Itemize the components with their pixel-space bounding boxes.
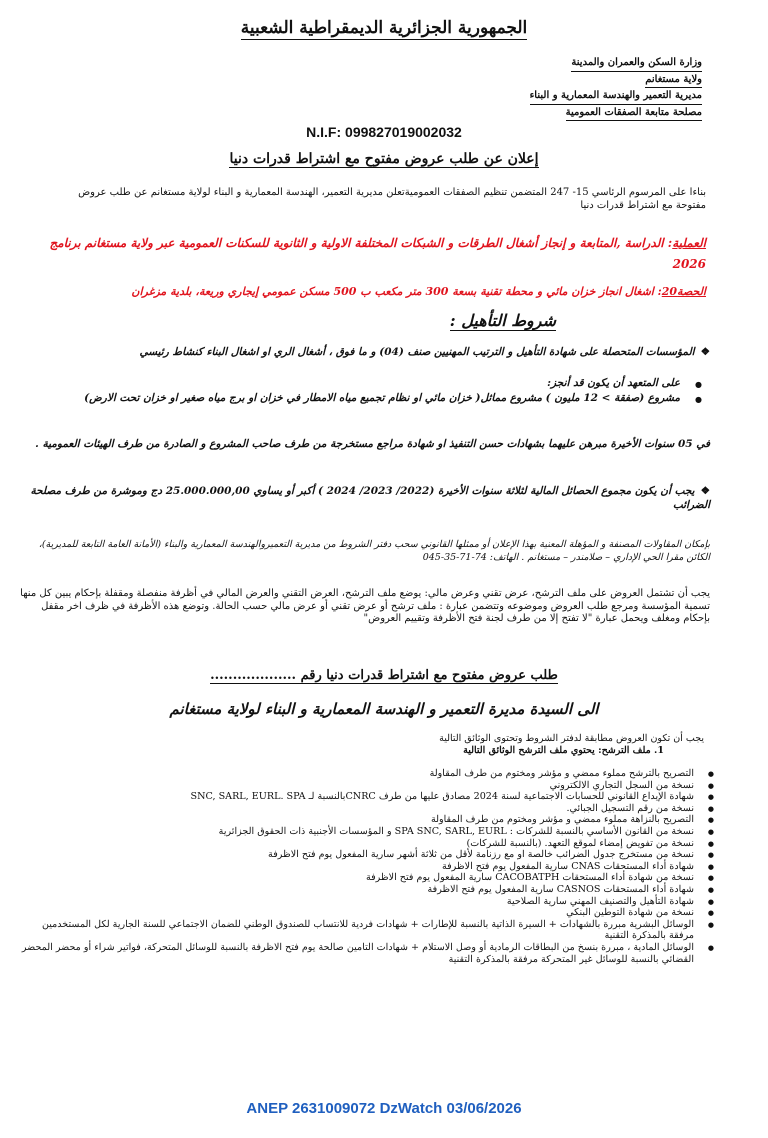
wilaya-line: ولاية مستغانم bbox=[645, 73, 702, 89]
operation-text: : الدراسة ,المتابعة و إنجاز أشغال الطرقات و الشبكات المختلفة الاولية و الثانوية للسكنات العمومية عبر ولاية مستغانم برنامج 2026 bbox=[49, 236, 706, 271]
list-item: ● شهادة أداء المستحقات CNAS سارية المفعول يوم فتح الاظرفة bbox=[15, 861, 720, 873]
list-item: ● نسخة من مستخرج جدول الضرائب خالصة او مع رزنامة لأقل من ثلاثة أشهر سارية المفعول يوم فتح الاظرفة bbox=[15, 849, 720, 861]
directorate-line: مديرية التعمير والهندسة المعمارية و البناء bbox=[530, 89, 702, 105]
announcement-title bbox=[0, 151, 768, 167]
sub-bullet-1: ● على المتعهد أن يكون قد أنجز: bbox=[62, 376, 702, 391]
list-item: ● التصريح بالترشح مملوء ممضي و مؤشر ومختوم من طرف المقاولة bbox=[15, 768, 720, 780]
envelope-title bbox=[0, 668, 768, 683]
ministry-line: وزارة السكن والعمران والمدينة bbox=[571, 56, 702, 72]
list-item: ● الوسائل البشرية مبررة بالشهادات + السيرة الذاتية بالنسبة للإطارات + شهادات فردية للانتساب للصندوق الوطني للضمان الاجتماعي للسنة الجارية لكل المستخدمين مرفقة بالمذكرة التقنية bbox=[15, 919, 720, 942]
diamond-bullet-icon: ❖ bbox=[700, 346, 710, 358]
condition-bullet-1 bbox=[30, 346, 710, 358]
experience-sub-bullets bbox=[62, 376, 702, 406]
diamond-bullet-icon: ❖ bbox=[700, 485, 710, 497]
condition-bullet-2 bbox=[30, 484, 710, 512]
envelope-title-text: طلب عروض مفتوح مع اشتراط قدرات دنيا رقم ................... bbox=[210, 668, 558, 683]
announcement-intro: بناءا على المرسوم الرئاسي 15- 247 المتضمن تنظيم الصفقات العموميةتعلن مديرية التعمير، الهندسة المعمارية و البناء لولاية مستغانم عن طلب عروض مفتوحة مع اشتراط قدرات دنيا bbox=[78, 187, 706, 211]
list-item: ● نسخة من شهادة التوطين البنكي bbox=[15, 907, 720, 919]
announcement-title-text: إعلان عن طلب عروض مفتوح مع اشتراط قدرات دنيا bbox=[229, 151, 539, 167]
service-line: مصلحة متابعة الصفقات العمومية bbox=[566, 106, 702, 122]
conditions-title bbox=[450, 311, 556, 330]
list-item: ● الوسائل المادية ، مبررة بنسخ من البطاقات الرمادية أو وصل الاستلام + شهادات التامين صالحة يوم فتح الاظرفة بالنسبة للوسائل المتحركة، فواتير شراء أو محضر المحضر القضائي بالنسبة للوسائل غير المتحركة مرفقة بالمذكرة التقنية bbox=[15, 942, 720, 965]
list-item: ● التصريح بالنزاهة مملوء ممضي و مؤشر ومختوم من طرف المقاولة bbox=[15, 814, 720, 826]
list-item: ● شهادة التأهيل والتصنيف المهني سارية الصلاحية bbox=[15, 896, 720, 908]
operation-label: العملية bbox=[672, 236, 706, 250]
withdrawal-paragraph: بإمكان المقاولات المصنفة و المؤهلة المعنية بهذا الإعلان أو ممثلها القانوني سحب دفتر الشروط من مديرية التعميروالهندسة المعمارية والبناء (الأمانة العامة التابعة للمديرية)، الكائن مقرا الحي الإداري – صلامندر – مستغانم . الهاتف: 74-71-35-045 bbox=[38, 539, 710, 563]
anep-footer: ANEP 2631009072 DzWatch 03/06/2026 bbox=[246, 1100, 522, 1117]
documents-intro-line-1: يجب أن تكون العروض مطابقة لدفتر الشروط وتحتوى الوثائق التالية bbox=[439, 733, 704, 744]
documents-intro bbox=[64, 733, 704, 757]
list-item: ● شهادة أداء المستحقات CASNOS سارية المفعول يوم فتح الاظرفة bbox=[15, 884, 720, 896]
documents-intro-line-2: 1. ملف الترشح: يحتوي ملف الترشح الوثائق التالية bbox=[463, 745, 664, 756]
condition-bullet-2-text: يجب أن يكون مجموع الحصائل المالية لثلاثة سنوات الأخيرة (2022/ 2023/ 2024 ) أكبر أو يساوي 25.000.000,00 دج وموشرة من طرف مصلحة الضرائب bbox=[30, 485, 710, 511]
nif-number: N.I.F: 099827019002032 bbox=[306, 124, 462, 140]
five-years-condition: في 05 سنوات الأخيرة مبرهن عليهما بشهادات حسن التنفيذ او شهادة مراجع مستخرجة من طرف صاحب المشروع و الصادرة من طرف الهيئات العمومية . bbox=[35, 438, 710, 450]
list-item: ● نسخة من رقم التسجيل الجبائي. bbox=[15, 803, 720, 815]
documents-list bbox=[15, 768, 720, 965]
republic-title bbox=[0, 18, 768, 38]
dossier-paragraph: يجب أن تشتمل العروض على ملف الترشح، عرض تقني وعرض مالي: يوضع ملف الترشح، العرض التقني والعرض المالي في أظرفة منفصلة ومقفلة بإحكام يبين كل منها تسمية المؤسسة ومرجع طلب العروض وموضوعه وتتضمن عبارة : ملف ترشح أو عرض تقني أو عرض مالي حسب الحالة. وتوضع هذه الأظرفة في ظرف اخر مقفل بإحكام ومغلف ويحمل عبارة "لا تفتح إلا من طرف لجنة فتح الأظرفة وتقييم العروض" bbox=[20, 588, 710, 624]
conditions-title-text: شروط التأهيل : bbox=[449, 311, 556, 330]
list-item: ● نسخة من السجل التجاري الالكتروني bbox=[15, 780, 720, 792]
lot-label: الحصة20 bbox=[661, 285, 706, 298]
issuer-header bbox=[282, 56, 702, 122]
list-item: ● نسخة من تفويض إمضاء لموقع التعهد. (بالنسبة للشركات) bbox=[15, 838, 720, 850]
list-item: ● نسخة من شهادة أداء المستحقات CACOBATPH سارية المفعول يوم فتح الاظرفة bbox=[15, 872, 720, 884]
sub-bullet-2: ● مشروع (صفقة > 12 مليون ) مشروع مماثل( خزان مائي او نظام تجميع مياه الامطار في خزان او برج مياه صغير او خزان تحت الارض) bbox=[62, 391, 702, 406]
lot-paragraph bbox=[46, 285, 706, 298]
lot-text: : اشغال انجاز خزان مائي و محطة تقنية بسعة 300 متر مكعب ب 500 مسكن عمومي إيجاري وريعة، بلدية مزغران bbox=[131, 285, 662, 298]
list-item: ● شهادة الإيداع القانوني للحسابات الاجتماعية لسنة 2024 مصادق عليها من طرف CNRCبالنسبة لـ SNC, SARL, EURL. SPA bbox=[15, 791, 720, 803]
operation-paragraph bbox=[46, 233, 706, 275]
list-item: ● نسخة من القانون الأساسي بالنسبة للشركات : SPA SNC, SARL, EURL و المؤسسات الأجنبية ذات الحقوق الجزائرية bbox=[15, 826, 720, 838]
republic-title-text: الجمهورية الجزائرية الديمقراطية الشعبية bbox=[240, 18, 528, 38]
condition-bullet-1-text: المؤسسات المتحصلة على شهادة التأهيل و الترتيب المهنيين صنف (04) و ما فوق ، أشغال الري او اشغال البناء كنشاط رئيسي bbox=[139, 346, 695, 358]
envelope-addressee: الى السيدة مديرة التعمير و الهندسة المعمارية و البناء لولاية مستغانم bbox=[169, 700, 599, 718]
